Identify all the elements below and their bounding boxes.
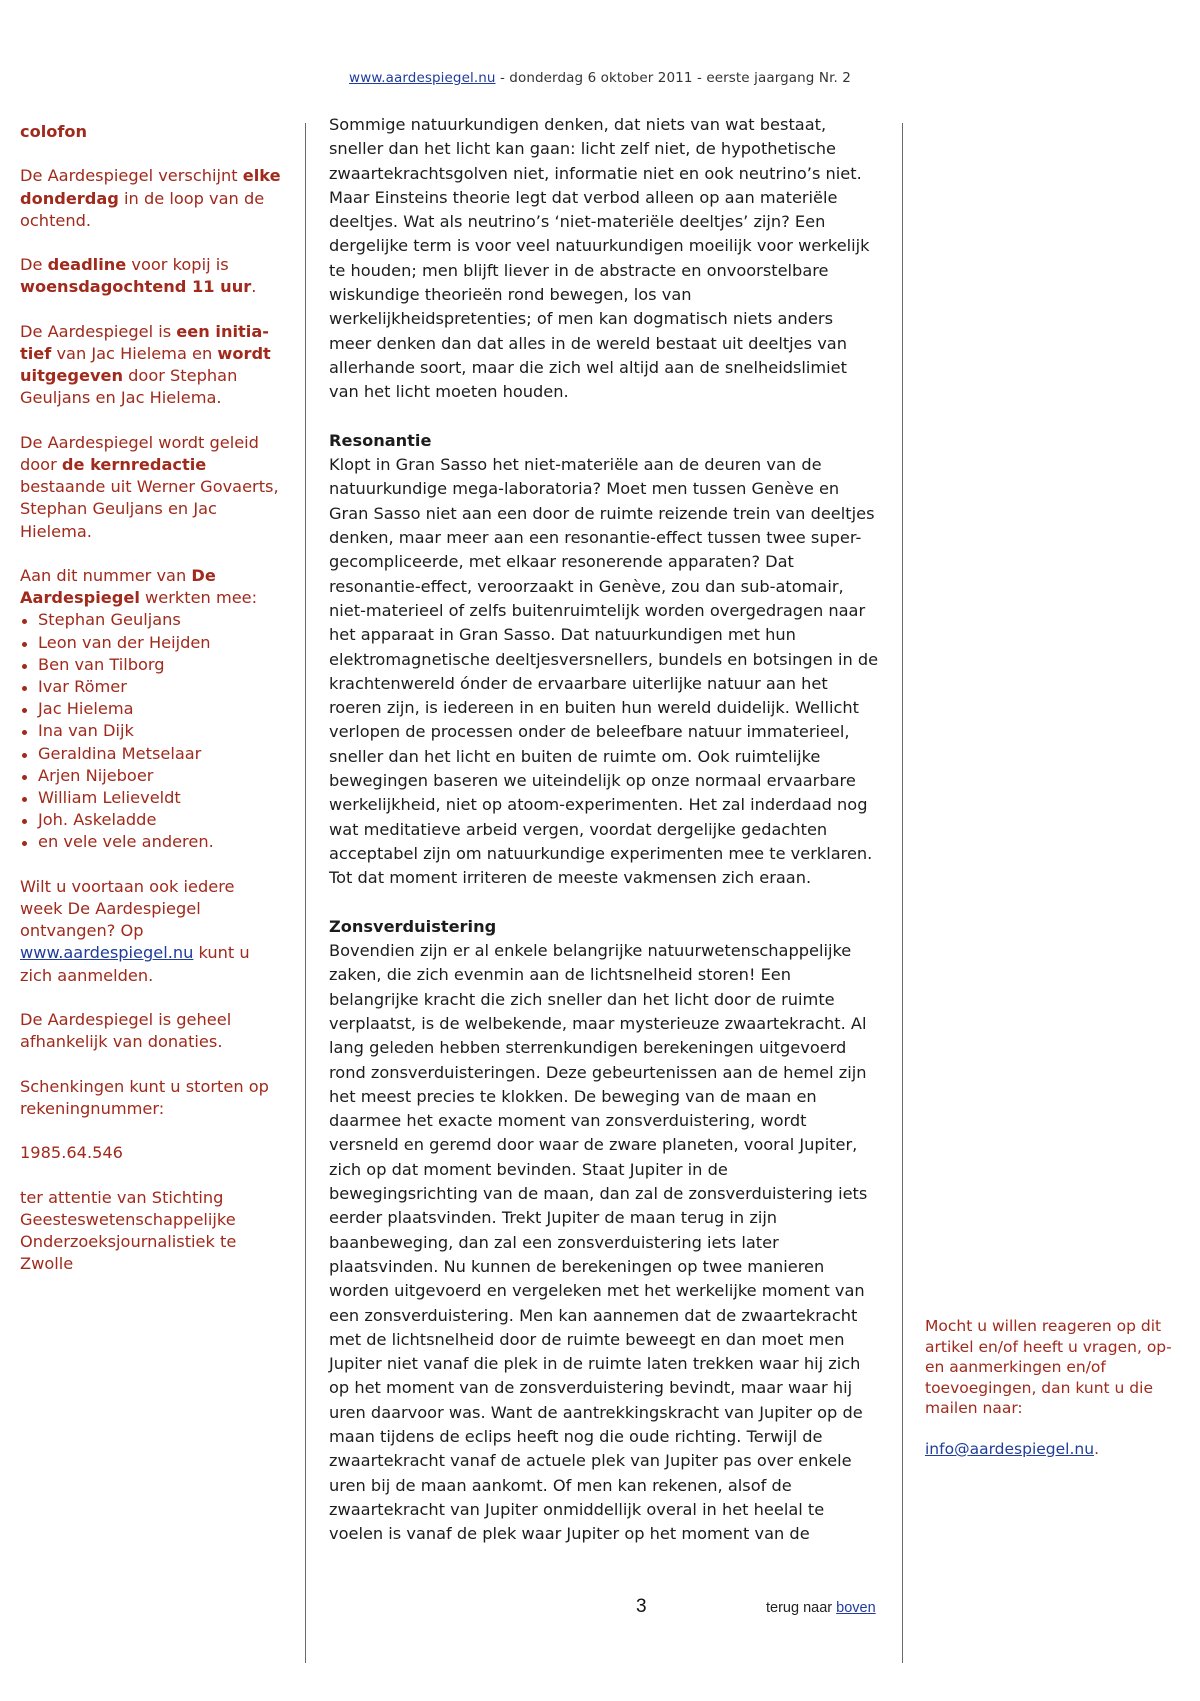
section-resonantie [329,429,879,891]
colofon-initiative: De Aardespiegel is een initia-tief van Jac Hielema en wordt uitgegeven door Stephan Geuljans en Jac Hielema. [20,321,271,408]
subscribe-link[interactable]: www.aardespiegel.nu [20,943,194,963]
list-item: Ivar Römer [20,676,282,698]
section-body-resonantie: Klopt in Gran Sasso het niet-materiële aan de deuren van de natuurkundige mega-laboratoria? Moet men tussen Genève en Gran Sasso niet aan een door de ruimte reizende trein van deeltjes denken, maar meer aan een resonantie-effect tussen twee super-gecompliceerde, met elkaar resonerende apparaten? Dat resonantie-effect, veroorzaakt in Genève, zou dan sub-atomair, niet-materieel of zelfs buitenruimtelijk worden overgedragen naar het apparaat in Gran Sasso. Dat natuurkundigen met hun elektromagnetische deeltjesversnellers, bundels en botsingen in de krachtenwereld ónder de ervaarbare uiterlijke natuur aan het roeren zijn, is iedereen in en buiten hun wereld duidelijk. Wellicht verlopen de processen onder de beleefbare natuur immaterieel, sneller dan het licht en buiten de ruimte om. Ook ruimtelijke bewegingen baseren we uiteindelijk op onze normaal ervaarbare werkelijkheid, niet op atoom-experimenten. Het zal inderdaad nog wat meditatieve arbeid vergen, voordat dergelijke gedachten acceptabel zijn om natuurkundige experimenten mee te verklaren. Tot dat moment irriteren de meeste vakmensen zich eraan. [329,455,879,888]
reaction-note [925,1316,1180,1480]
colofon-account-number: 1985.64.546 [20,1143,123,1163]
header-date-issue: - donderdag 6 oktober 2011 - eerste jaargang Nr. 2 [495,70,851,86]
article-column [329,113,879,1571]
list-item: Stephan Geuljans [20,609,282,631]
site-link[interactable]: www.aardespiegel.nu [349,70,496,86]
reaction-email-line: info@aardespiegel.nu. [925,1440,1099,1458]
section-title-resonantie: Resonantie [329,430,432,450]
list-item: Ben van Tilborg [20,654,282,676]
colofon-account-intro: Schenkingen kunt u storten op rekeningnummer: [20,1076,269,1118]
section-body-zonsverduistering: Bovendien zijn er al enkele belangrijke natuurwetenschappelijke zaken, die zich evenmin aan de lichtsnelheid storen! Een belangrijke kracht die zich sneller dan het licht door de ruimte verplaatst, is de welbekende, maar mysterieuze zwaartekracht. Al lang geleden hebben sterrenkundigen berekeningen uitgevoerd rond zonsverduisteringen. Deze gebeurtenissen aan de hemel zijn het meest precies te klokken. De beweging van de maan en daarmee het exacte moment van zonsverduistering, wordt versneld en geremd door waar de zware planeten, vooral Jupiter, zich op dat moment bevinden. Staat Jupiter in de bewegingsrichting van de maan, dan zal de zonsverduistering iets eerder plaatsvinden. Trekt Jupiter de maan terug in zijn baanbeweging, dan zal een zonsverduistering iets later plaatsvinden. Nu kunnen de berekeningen op twee manieren worden uitgevoerd en vergeleken met het werkelijke moment van een zonsverduistering. Men kan aannemen dat de zwaartekracht met de lichtsnelheid door de ruimte beweegt en dan moet men Jupiter niet vanaf die plek in de ruimte laten trekken waar hij zich op het moment van de zonsverduistering bevindt, maar waar hij uren daarvoor was. Want de aantrekkingskracht van Jupiter op de maan tijdens de eclips heeft nog die oude richting. Terwijl de zwaartekracht vanaf de actuele plek van Jupiter pas over enkele uren bij de maan aankomt. Of men kan rekenen, alsof de zwaartekracht van Jupiter onmiddellijk overal in het heelal te voelen is vanaf de plek waar Jupiter op het moment van de [329,941,868,1544]
article-intro: Sommige natuurkundigen denken, dat niets van wat bestaat, sneller dan het licht kan gaan: licht zelf niet, de hypothetische zwaartekrachtsgolven niet, informatie niet en ook neutrino’s niet. Maar Einsteins theorie legt dat verbod alleen op aan materiële deeltjes. Wat als neutrino’s ‘niet-materiële deeltjes’ zijn? Een dergelijke term is voor veel natuurkundigen moeilijk voor werkelijk te houden; men blijft liever in de abstracte en onvoorstelbare wiskundige theorieën rond bewegen, los van werkelijkheidspretenties; of men kan dogmatisch niets anders meer denken dan dat alles in de wereld bestaat uit deeltjes van allerhande soort, maar die zich wel altijd aan de snelheidslimiet van het licht moeten houden. [329,115,870,402]
colofon-deadline: De deadline voor kopij is woensdagochtend 11 uur. [20,255,257,297]
page-header [0,70,1200,86]
colofon-title: colofon [20,122,88,141]
colofon-publication-day: De Aardespiegel verschijnt elke donderdag in de loop van de ochtend. [20,166,281,230]
list-item: William Lelieveldt [20,787,282,809]
colofon-contributors-intro: Aan dit nummer van De Aardespiegel werkten mee: [20,565,258,608]
contributors-list [20,609,282,853]
list-item: Ina van Dijk [20,720,282,742]
list-item: Arjen Nijeboer [20,765,282,787]
back-to-top: terug naar boven [766,1600,876,1616]
list-item: Jac Hielema [20,698,282,720]
colofon-attention: ter attentie van Stichting Geesteswetenschappelijke Onderzoeksjournalistiek te Zwolle [20,1187,237,1274]
column-divider-right [902,123,903,1663]
page-number: 3 [636,1596,647,1617]
reaction-text: Mocht u willen reageren op dit artikel en/of heeft u vragen, op- en aanmerkingen en/of toevoegingen, dan kunt u die mailen naar: [925,1317,1172,1417]
email-link[interactable]: info@aardespiegel.nu [925,1440,1095,1458]
colofon-donations: De Aardespiegel is geheel afhankelijk van donaties. [20,1010,232,1052]
list-item: Leon van der Heijden [20,632,282,654]
list-item: Geraldina Metselaar [20,743,282,765]
colofon-editorial-board: De Aardespiegel wordt geleid door de kernredactie bestaande uit Werner Govaerts, Stephan Geuljans en Jac Hielema. [20,432,279,541]
colofon-subscribe: Wilt u voortaan ook iedere week De Aardespiegel ontvangen? Op www.aardespiegel.nu kunt u zich aanmelden. [20,876,250,985]
section-title-zonsverduistering: Zonsverduistering [329,916,497,936]
list-item: en vele vele anderen. [20,831,282,853]
list-item: Joh. Askeladde [20,809,282,831]
back-to-top-link[interactable]: boven [836,1600,876,1616]
colofon-sidebar [20,121,282,1298]
column-divider-left [305,123,306,1663]
section-zonsverduistering [329,915,879,1547]
